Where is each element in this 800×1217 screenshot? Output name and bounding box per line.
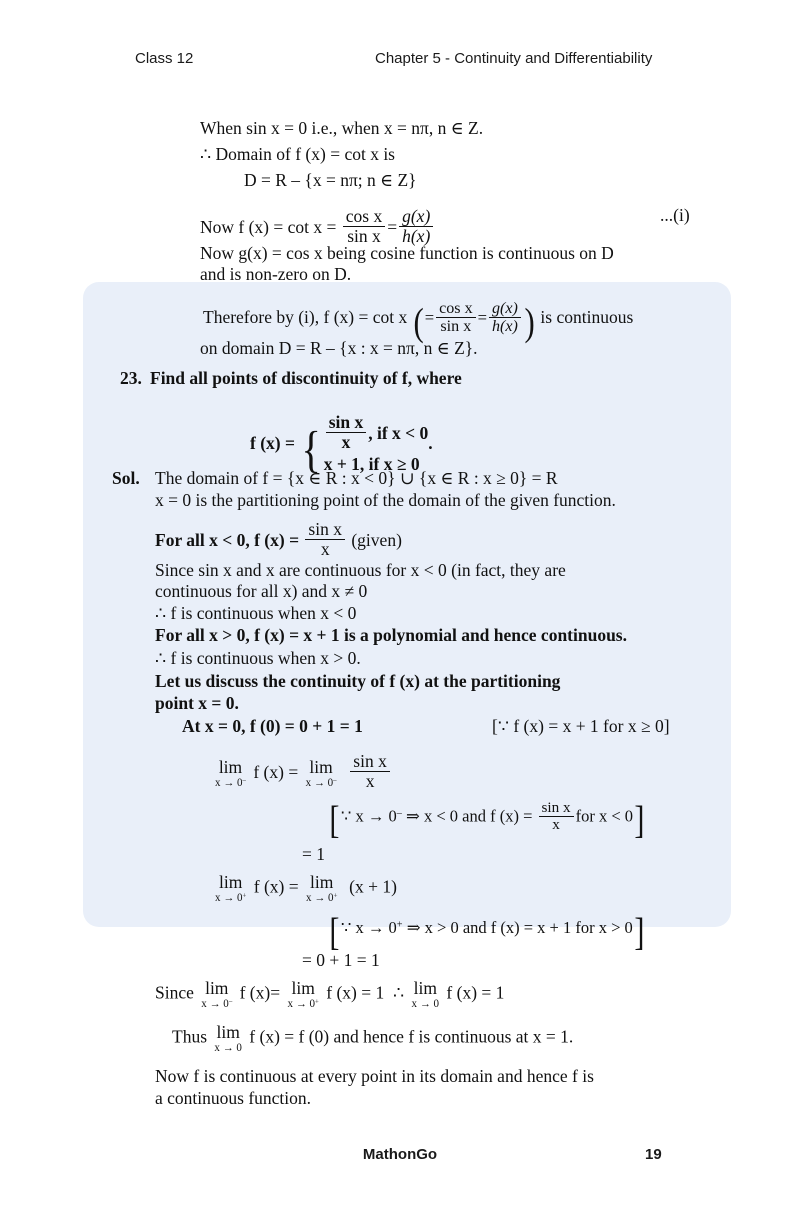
limit-operator: [306, 874, 337, 904]
note-middle: ⇒ x > 0 and f (x) = x + 1 for x > 0: [406, 918, 633, 937]
limit-right-operand: (x + 1): [349, 876, 397, 897]
page-footer: [0, 1146, 800, 1170]
conclusion-thus-line: [172, 1024, 573, 1054]
eq-prefix: Now f (x) = cot x =: [200, 216, 341, 237]
note-middle: ⇒ x < 0 and f (x) =: [406, 806, 537, 826]
since-end: f (x) = 1: [446, 982, 505, 1003]
limit-subscript-text: x → 0: [305, 776, 334, 789]
fraction-g-h: [489, 300, 521, 336]
limit-subscript: [306, 778, 337, 789]
limit-lim-label: lim: [310, 872, 334, 892]
fraction-cos-sin: [436, 300, 476, 336]
limit-sign: –: [242, 776, 246, 784]
footer-page-number: 19: [645, 1146, 662, 1163]
right-paren-icon: ): [524, 299, 535, 344]
conclusion-since-line: [155, 980, 504, 1010]
limit-subscript-text: x → 0: [215, 776, 243, 789]
fraction-denominator: sin x: [343, 226, 385, 246]
left-paren-icon: (: [413, 299, 424, 344]
fraction-numerator: sin x: [308, 519, 342, 539]
limit-subscript: x → 0: [214, 1041, 242, 1054]
fraction-denominator: x: [350, 771, 390, 791]
limit-subscript: x → 0: [411, 997, 440, 1010]
limit-operator: [412, 980, 440, 1010]
piecewise-period: .: [428, 433, 433, 454]
limit-function: f (x) =: [253, 761, 303, 782]
limit-lim-label: lim: [291, 978, 315, 998]
limit-lim-label: lim: [216, 1022, 240, 1042]
equation-therefore-by-i: Therefore by (i), f (x) = cot x (= $\frac{\text{cos x}}{\text{sin x}}$ = $\frac{g(x)}{h(x)}$ ) is continuous: [203, 299, 634, 344]
therefore-prefix: Therefore by (i), f (x) = cot x: [203, 307, 408, 328]
fraction-sin-x-over-x: [305, 520, 345, 559]
limit-operator: [215, 874, 246, 904]
solution-note-at-zero: [∵ f (x) = x + 1 for x ≥ 0]: [492, 716, 670, 736]
limit-subscript: [215, 778, 246, 789]
limit-right-note: [328, 910, 646, 954]
fraction-denominator: x: [305, 539, 345, 559]
solution-line-discuss-1: Let us discuss the continuity of f (x) at the partitioning: [155, 671, 561, 691]
limit-subscript-text: x → 0: [201, 997, 229, 1010]
note-because: ∵ x → 0: [340, 918, 397, 937]
fraction-sin-x-over-x: [350, 752, 390, 791]
given-note: (given): [351, 529, 402, 550]
equation-tag-i: ...(i): [660, 205, 690, 225]
solution-line-discuss-2: point x = 0.: [155, 693, 239, 713]
left-bracket-icon: [: [329, 910, 340, 954]
text-line-when-sin: When sin x = 0 i.e., when x = nπ, n ∈ Z.: [200, 118, 484, 138]
solution-line-domain: The domain of f = {x ∈ R : x < 0} ∪ {x ∈ R : x ≥ 0} = R: [155, 468, 558, 488]
left-brace-icon: {: [301, 421, 322, 478]
fraction-numerator: cos x: [345, 206, 383, 226]
solution-for-all-x-gt-0: For all x > 0, f (x) = x + 1 is a polynomial and hence continuous.: [155, 625, 627, 645]
question-text: Find all points of discontinuity of f, where: [150, 368, 462, 388]
piecewise-case-1: [324, 413, 429, 452]
limit-sign: +: [333, 891, 338, 899]
limit-sign: –: [228, 997, 233, 1005]
solution-for-all-x-lt-0: [155, 520, 402, 559]
limit-lim-label: lim: [218, 757, 243, 778]
limit-lim-label: lim: [309, 757, 333, 778]
limit-subscript: [287, 999, 318, 1010]
fraction-cos-sin: [343, 207, 385, 246]
text-line-on-domain: on domain D = R – {x : x = nπ, n ∈ Z}.: [200, 338, 478, 358]
text-line-g-cos: Now g(x) = cos x being cosine function is continuous on D: [200, 243, 614, 263]
since-middle-2: f (x) = 1: [326, 982, 385, 1003]
right-bracket-icon: ]: [634, 799, 645, 843]
left-bracket-icon: [: [329, 799, 340, 843]
limit-sign: +: [242, 891, 247, 899]
note-because: ∵ x → 0: [340, 806, 397, 826]
page-header: [0, 50, 800, 74]
limit-left-note: [328, 799, 646, 843]
header-chapter-title: Chapter 5 - Continuity and Differentiability: [375, 50, 653, 67]
limit-right-expression: [212, 874, 397, 904]
for-all-prefix: For all x < 0, f (x) =: [155, 529, 304, 550]
fraction-numerator: sin x: [353, 751, 387, 771]
solution-line-partition-point: x = 0 is the partitioning point of the domain of the given function.: [155, 490, 616, 510]
final-line-2: a continuous function.: [155, 1088, 312, 1108]
limit-left-expression: [212, 752, 392, 791]
text-line-domain-set: D = R – {x = nπ; n ∈ Z}: [244, 170, 417, 190]
limit-operator: [215, 759, 246, 789]
header-class-label: Class 12: [135, 50, 194, 67]
fraction-sin-x-over-x: [326, 413, 367, 452]
limit-sign: –: [333, 776, 337, 784]
equation-cot-definition: [200, 207, 435, 246]
fraction-denominator: x: [539, 816, 574, 833]
fraction-numerator: cos x: [439, 300, 473, 317]
note-sign: +: [396, 919, 403, 931]
piecewise-case-2: x + 1, if x ≥ 0: [323, 453, 420, 474]
limit-lim-label: lim: [205, 978, 229, 998]
right-bracket-icon: ]: [634, 910, 645, 954]
note-end: for x < 0: [575, 806, 634, 826]
limit-lim-label: lim: [413, 978, 437, 998]
fraction-g-h: [399, 207, 433, 246]
limit-subscript-text: x → 0: [306, 891, 334, 904]
solution-line-since-sin: Since sin x and x are continuous for x < 0 (in fact, they are: [155, 560, 566, 580]
piecewise-case-1-condition: , if x < 0: [368, 422, 429, 443]
limit-operator: [306, 759, 337, 789]
text-line-domain: ∴ Domain of f (x) = cot x is: [200, 144, 395, 164]
limit-subscript-text: x → 0: [215, 891, 243, 904]
fraction-numerator: sin x: [328, 412, 364, 432]
fraction-denominator: h(x): [489, 317, 521, 335]
limit-subscript: [306, 893, 337, 904]
limit-left-value: = 1: [302, 844, 325, 864]
note-sign: –: [396, 807, 402, 819]
text-line-nonzero: and is non-zero on D.: [200, 264, 352, 284]
limit-function: f (x) =: [253, 876, 304, 897]
limit-subscript-text: x → 0: [287, 997, 316, 1010]
fraction-denominator: sin x: [436, 317, 476, 335]
question-number: 23.: [120, 368, 142, 388]
thus-word: Thus: [172, 1026, 207, 1047]
solution-line-continuous-all: continuous for all x) and x ≠ 0: [155, 581, 368, 601]
fraction-numerator: sin x: [541, 799, 571, 816]
fraction-sin-x-over-x: [539, 800, 574, 834]
limit-right-value: = 0 + 1 = 1: [302, 950, 380, 970]
fraction-denominator: x: [326, 432, 367, 452]
fraction-numerator: g(x): [402, 206, 431, 226]
final-line-1: Now f is continuous at every point in its domain and hence f is: [155, 1066, 594, 1086]
limit-lim-label: lim: [219, 872, 243, 892]
fraction-denominator: h(x): [399, 226, 433, 246]
limit-operator: [214, 1024, 242, 1054]
eq-equals: =: [387, 216, 398, 237]
since-therefore-symbol: ∴: [392, 982, 405, 1003]
thus-rest: f (x) = f (0) and hence f is continuous at x = 1.: [249, 1026, 574, 1047]
limit-operator: [287, 980, 318, 1010]
solution-line-at-zero: At x = 0, f (0) = 0 + 1 = 1: [182, 716, 363, 736]
since-word: Since: [155, 982, 194, 1003]
solution-label: Sol.: [112, 468, 140, 488]
solution-line-f-cont-pos: ∴ f is continuous when x > 0.: [155, 648, 361, 668]
limit-subscript: [215, 893, 246, 904]
limit-sign: +: [315, 997, 319, 1005]
limit-operator: [201, 980, 232, 1010]
therefore-suffix: is continuous: [540, 307, 634, 328]
fraction-numerator: g(x): [492, 300, 518, 317]
solution-line-f-cont-neg: ∴ f is continuous when x < 0: [155, 603, 357, 623]
footer-brand: MathonGo: [362, 1146, 438, 1163]
since-middle: f (x)=: [239, 982, 281, 1003]
limit-subscript: [201, 999, 232, 1010]
piecewise-lhs: f (x) =: [250, 433, 300, 454]
